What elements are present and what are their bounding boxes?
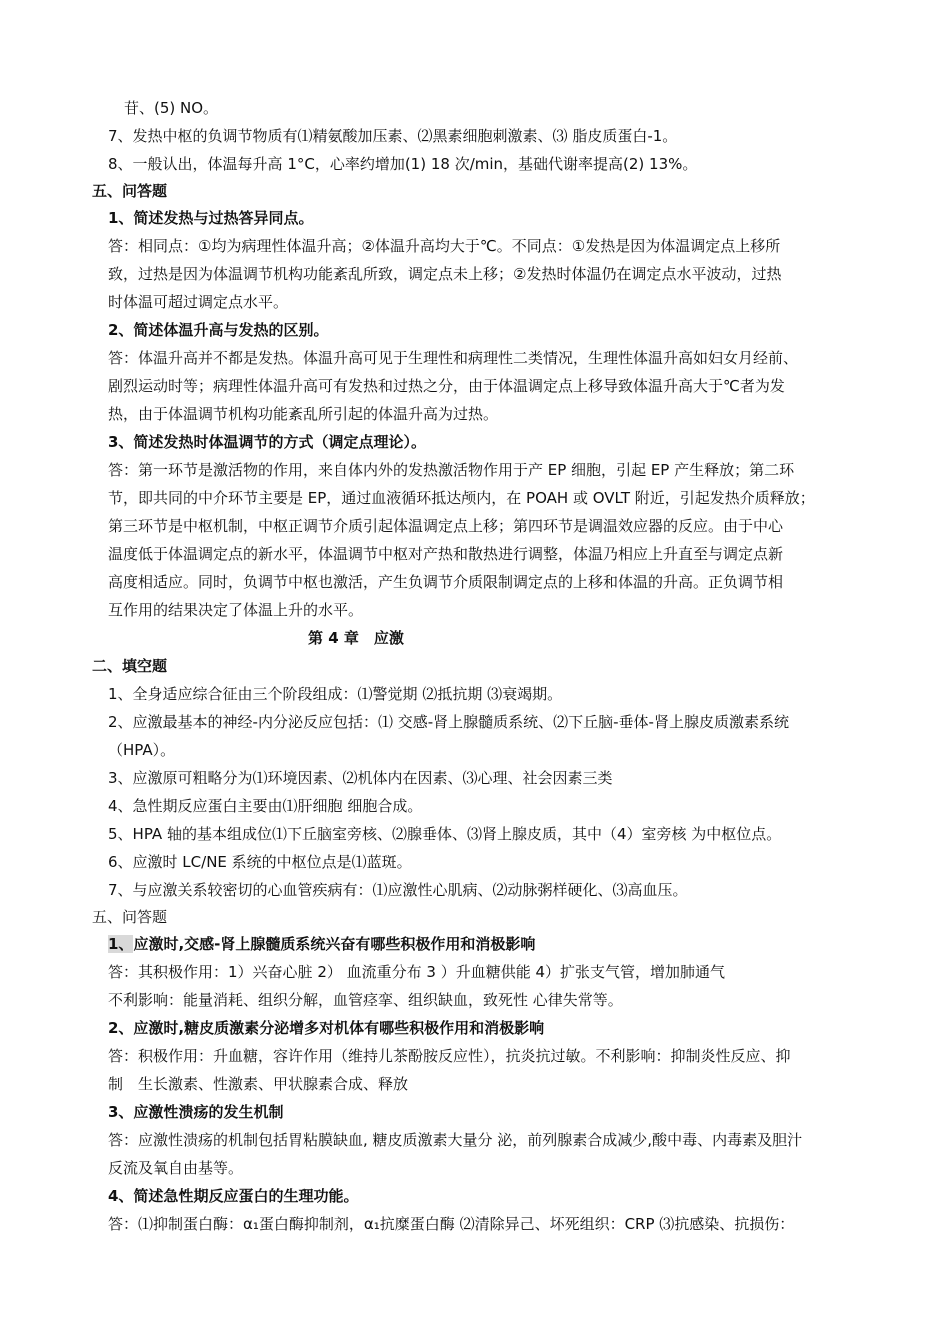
- question-title-2: 2、简述体温升高与发热的区别。: [108, 321, 329, 339]
- fill-item: 7、与应激关系较密切的心血管疾病有：⑴应激性心肌病、⑵动脉粥样硬化、⑶高血压。: [108, 881, 688, 899]
- answer-line: 答：⑴抑制蛋白酶：α₁蛋白酶抑制剂，α₁抗糜蛋白酶 ⑵清除异己、坏死组织：CRP ⑶抗感染、抗损伤：: [108, 1215, 795, 1233]
- answer-line: 答：相同点：①均为病理性体温升高；②体温升高均大于℃。不同点：①发热是因为体温调定点上移所: [108, 237, 781, 255]
- fill-item: （HPA）。: [108, 741, 176, 759]
- section-heading-fill: 二、填空题: [92, 657, 168, 675]
- chapter-title: 第 4 章 应激: [308, 629, 404, 647]
- answer-line: 剧烈运动时等；病理性体温升高可有发热和过热之分，由于体温调定点上移导致体温升高大于℃者为发: [108, 377, 785, 395]
- answer-line: 答：积极作用：升血糖，容许作用（维持儿茶酚胺反应性），抗炎抗过敏。不利影响：抑制炎性反应、抑: [108, 1047, 791, 1065]
- answer-line: 反流及氧自由基等。: [108, 1159, 244, 1177]
- fill-item-8: 8、一般认出，体温每升高 1°C，心率约增加(1) 18 次/min，基础代谢率提高(2) 13%。: [108, 155, 698, 173]
- question-title-ch4-1: [108, 934, 535, 954]
- answer-line: 致，过热是因为体温调节机构功能紊乱所致，调定点未上移；②发热时体温仍在调定点水平波动，过热: [108, 265, 782, 283]
- answer-line: 高度相适应。同时，负调节中枢也激活，产生负调节介质限制调定点的上移和体温的升高。正负调节相: [108, 573, 784, 591]
- question-title-3: 3、简述发热时体温调节的方式（调定点理论）。: [108, 433, 426, 451]
- answer-line: 互作用的结果决定了体温上升的水平。: [108, 601, 364, 619]
- question-title-ch4-4: 4、简述急性期反应蛋白的生理功能。: [108, 1187, 359, 1205]
- answer-line: 温度低于体温调定点的新水平，体温调节中枢对产热和散热进行调整，体温乃相应上升直至与调定点新: [108, 545, 784, 563]
- answer-line: 时体温可超过调定点水平。: [108, 293, 289, 311]
- answer-line: 答：第一环节是激活物的作用，来自体内外的发热激活物作用于产 EP 细胞，引起 EP 产生释放；第二环: [108, 461, 795, 479]
- answer-line: 节，即共同的中介环节主要是 EP，通过血液循环抵达颅内，在 POAH 或 OVLT 附近，引起发热介质释放；: [108, 489, 815, 507]
- fill-item: 3、应激原可粗略分为⑴环境因素、⑵机体内在因素、⑶心理、社会因素三类: [108, 769, 613, 787]
- answer-line: 热，由于体温调节机构功能紊乱所引起的体温升高为过热。: [108, 405, 499, 423]
- question-title-1: 1、简述发热与过热答异同点。: [108, 209, 314, 227]
- answer-line: 第三环节是中枢机制，中枢正调节介质引起体温调定点上移；第四环节是调温效应器的反应。由于中心: [108, 517, 784, 535]
- fill-item-7: 7、发热中枢的负调节物质有⑴精氨酸加压素、⑵黑素细胞刺激素、⑶ 脂皮质蛋白-1。: [108, 127, 678, 145]
- fill-item: 6、应激时 LC/NE 系统的中枢位点是⑴蓝斑。: [108, 853, 412, 871]
- question-title-ch4-3: 3、应激性溃疡的发生机制: [108, 1103, 284, 1121]
- fill-item: 2、应激最基本的神经-内分泌反应包括：⑴ 交感-肾上腺髓质系统、⑵下丘脑-垂体-肾上腺皮质激素系统: [108, 713, 789, 731]
- answer-line: 制 生长激素、性激素、甲状腺素合成、释放: [108, 1075, 409, 1093]
- answer-line: 不利影响：能量消耗、组织分解，血管痉挛、组织缺血，致死性 心律失常等。: [108, 991, 623, 1009]
- answer-line: 答：体温升高并不都是发热。体温升高可见于生理性和病理性二类情况，生理性体温升高如妇女月经前、: [108, 349, 799, 367]
- fill-item: 5、HPA 轴的基本组成位⑴下丘脑室旁核、⑵腺垂体、⑶肾上腺皮质，其中（4）室旁核 为中枢位点。: [108, 825, 782, 843]
- answer-line: 答：应激性溃疡的机制包括胃粘膜缺血, 糖皮质激素大量分 泌，前列腺素合成减少,酸中毒、内毒素及胆汁: [108, 1131, 803, 1149]
- text-line: 苷、(5) NO。: [124, 99, 219, 117]
- fill-item: 4、急性期反应蛋白主要由⑴肝细胞 细胞合成。: [108, 797, 423, 815]
- question-title-ch4-2: 2、应激时,糖皮质激素分泌增多对机体有哪些积极作用和消极影响: [108, 1019, 545, 1037]
- highlighted-number: 1、: [108, 935, 134, 953]
- section-heading-qa-2: 五、问答题: [92, 908, 168, 926]
- answer-line: 答：其积极作用：1）兴奋心脏 2） 血流重分布 3 ）升血糖供能 4）扩张支气管，增加肺通气: [108, 963, 726, 981]
- question-title-text: 应激时,交感-肾上腺髓质系统兴奋有哪些积极作用和消极影响: [133, 935, 536, 953]
- fill-item: 1、全身适应综合征由三个阶段组成：⑴警觉期 ⑵抵抗期 ⑶衰竭期。: [108, 685, 563, 703]
- section-heading-qa: 五、问答题: [92, 182, 168, 200]
